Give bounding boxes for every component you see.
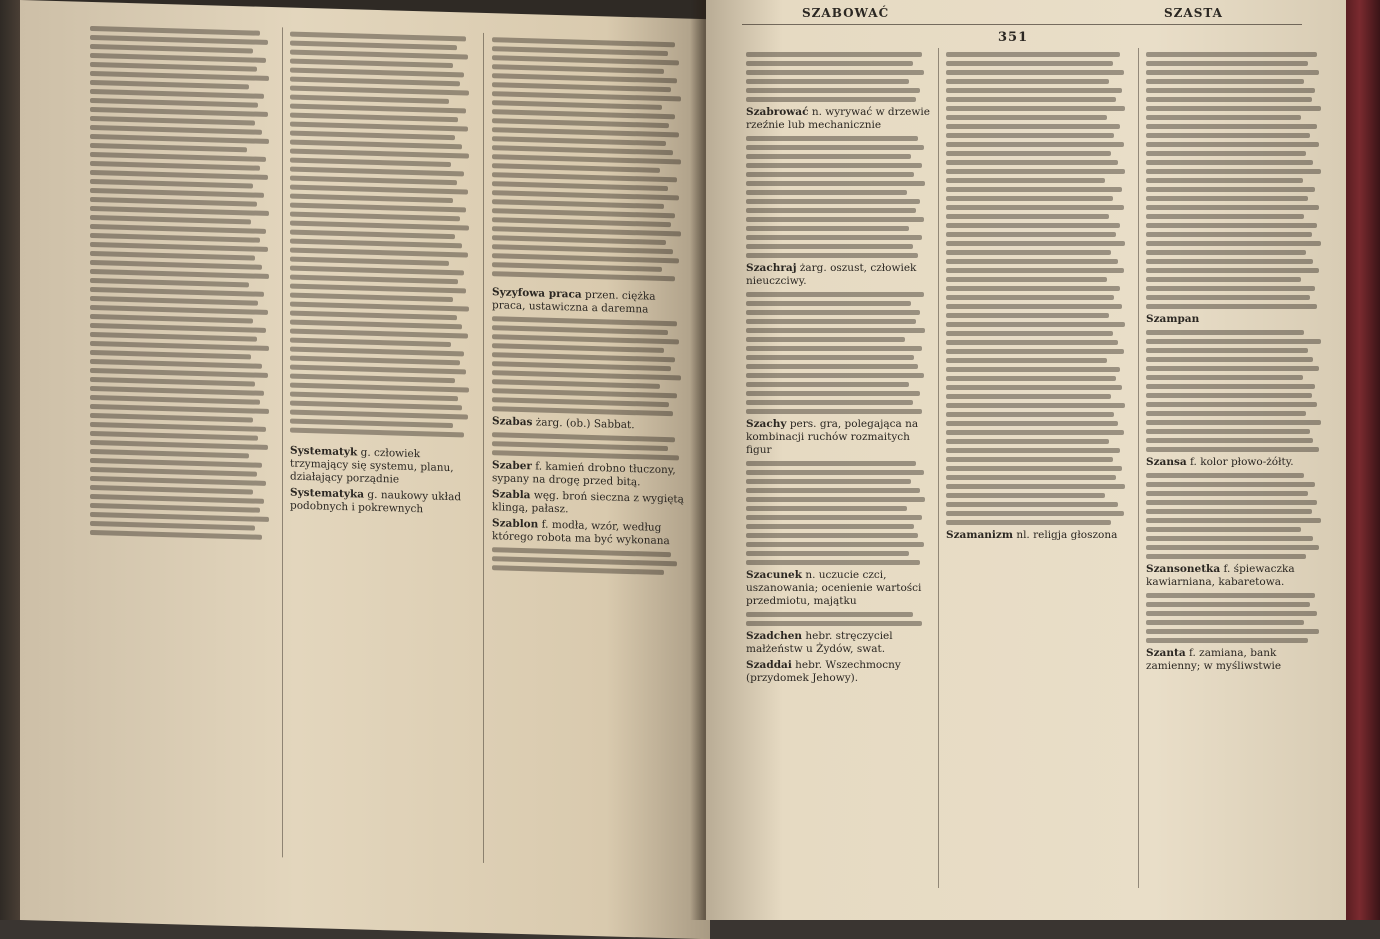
entry-szachraj: Szachraj żarg. oszust, człowiek nieuczciwy.: [746, 262, 917, 287]
right-column-1: [746, 48, 931, 688]
entry-szansonetka: Szansonetka f. śpiewaczka kawiarniana, kabaretowa.: [1146, 563, 1295, 588]
entry-szachy: Szachy pers. gra, polegająca na kombinacji ruchów rozmaitych figur: [746, 418, 919, 456]
entry-szabla: Szabla węg. broń sieczna z wygiętą klingą, pałasz.: [492, 488, 684, 516]
entry-szacunek: Szacunek n. uczucie czci, uszanowania; ocenienie wartości przedmiotu, majątku: [746, 569, 922, 607]
column-rule: [1138, 48, 1139, 888]
entry-szansa: Szansa f. kolor płowo-żółty.: [1146, 456, 1294, 468]
column-rule: [282, 27, 283, 857]
column-rule: [483, 33, 484, 863]
right-column-3: [1146, 48, 1326, 676]
right-column-2: [946, 48, 1131, 545]
left-page: [20, 0, 710, 939]
entry-szaddai: Szaddai hebr. Wszechmocny (przydomek Jehowy).: [746, 659, 901, 684]
running-head-left: SZABOWAĆ: [802, 6, 890, 20]
entry-szabas: Szabas żarg. (ob.) Sabbat.: [492, 415, 635, 432]
entry-szadchen: Szadchen hebr. stręczyciel małżeństw u Żydów, swat.: [746, 630, 893, 655]
running-head-right: SZASTA: [1164, 6, 1223, 20]
entry-szablon: Szablon f. modła, wzór, według którego robota ma być wykonana: [492, 517, 670, 548]
left-column-3: [492, 33, 687, 579]
entry-szabrowac: Szabrować n. wyrywać w drzewie rzeźnie lub mechanicznie: [746, 106, 930, 131]
page-number: 351: [998, 30, 1029, 45]
book-cover-edge: [1346, 0, 1380, 920]
entry-szampan: Szampan: [1146, 313, 1200, 325]
entry-szamanizm: Szamanizm nl. religja głoszona: [946, 529, 1118, 541]
column-rule: [938, 48, 939, 888]
entry-szaber: Szaber f. kamień drobno tłuczony, sypany na drogę przed bitą.: [492, 459, 676, 489]
right-page: [706, 0, 1346, 920]
left-column-1: [90, 22, 275, 544]
header-rule: [742, 24, 1302, 25]
entry-szanta: Szanta f. zamiana, bank zamienny; w myśliwstwie: [1146, 647, 1282, 672]
entry-systematyka: Systematyka g. naukowy układ podobnych i pokrewnych: [290, 486, 462, 516]
left-column-2: [290, 28, 475, 521]
entry-systematyk: Systematyk g. człowiek trzymający się systemu, planu, działający porządnie: [290, 444, 454, 486]
entry-syzyfowa-praca: Syzyfowa praca przen. ciężka praca, ustawiczna a daremna: [492, 286, 656, 316]
